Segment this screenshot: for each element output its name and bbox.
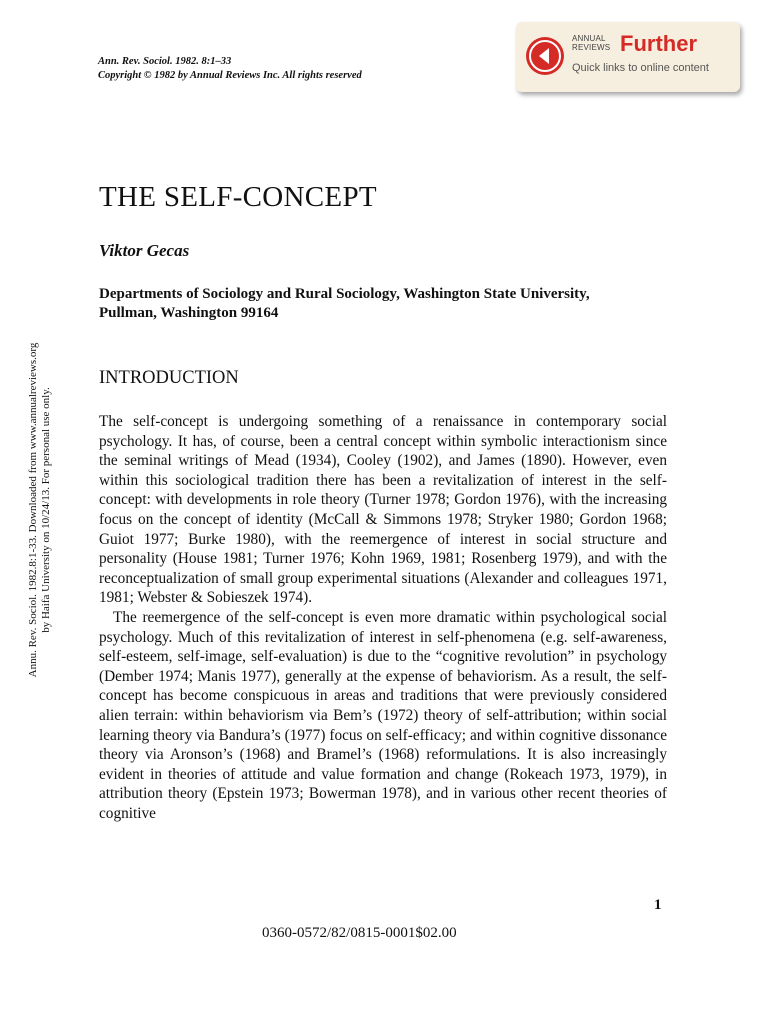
annual-reviews-further-badge[interactable] <box>516 22 740 92</box>
watermark-line: by Haifa University on 10/24/13. For personal use only. <box>40 387 52 633</box>
play-arrow-icon <box>526 37 564 75</box>
further-title: Further <box>620 31 697 56</box>
download-watermark <box>27 300 53 720</box>
article-body <box>99 412 667 823</box>
article-title: THE SELF-CONCEPT <box>99 181 377 213</box>
body-paragraph: The self-concept is undergoing something of a renaissance in contemporary social psychology. It has, of course, been a central concept within symbolic interactionism since the seminal writings of Mead (1934), Cooley (1902), and James (1890). However, even within this sociological tradition there has been a revitalization of interest in the self-concept: with developments in role theory (Turner 1978; Gordon 1976), with the increasing focus on the concept of identity (McCall & Simmons 1978; Stryker 1980; Gordon 1968; Guiot 1977; Burke 1980), with the reemergence of interest in social structure and personality (House 1981; Turner 1976; Kohn 1969, 1981; Rosenberg 1979), and with the reconceptualization of small group experimental situations (Alexander and colleagues 1971, 1981; Webster & Sobieszek 1974). <box>99 413 667 607</box>
citation-line: Ann. Rev. Sociol. 1982. 8:1–33 <box>98 56 232 67</box>
section-heading: INTRODUCTION <box>99 368 239 388</box>
brand-line: ANNUAL <box>572 34 606 43</box>
quick-links-subtitle: Quick links to online content <box>572 62 709 74</box>
copyright-line: Copyright © 1982 by Annual Reviews Inc. All rights reserved <box>98 70 362 81</box>
brand-line: REVIEWS <box>572 43 611 52</box>
watermark-line: Annu. Rev. Sociol. 1982.8:1-33. Downloaded from www.annualreviews.org <box>27 342 39 678</box>
article-code: 0360-0572/82/0815-0001$02.00 <box>262 925 457 941</box>
journal-citation <box>98 55 362 83</box>
body-paragraph: The reemergence of the self-concept is even more dramatic within psychological social psychology. Much of this revitalization of interest in self-phenomena (e.g. self-awareness, self-esteem, self-image, self-evaluation) is due to the “cognitive revolution” in psychology (Dember 1974; Manis 1977), generally at the expense of behaviorism. As a result, the self-concept has become conspicuous in areas and traditions that were previously considered alien terrain: within behaviorism via Bem’s (1972) theory of self-attribution; within social learning theory via Bandura’s (1977) focus on self-efficacy; and within cognitive dissonance theory via Aronson’s (1968) and Bramel’s (1968) reformulations. It is also increasingly evident in theories of attitude and value formation and change (Rokeach 1973, 1979), in attribution theory (Epstein 1973; Bowerman 1978), and in various other recent theories of cognitive <box>99 608 667 822</box>
annual-reviews-logo-text <box>572 34 610 52</box>
author-affiliation: Departments of Sociology and Rural Sociology, Washington State University, Pullman, Washington 99164 <box>99 286 590 321</box>
author-name: Viktor Gecas <box>99 241 190 260</box>
page-number: 1 <box>654 897 662 913</box>
